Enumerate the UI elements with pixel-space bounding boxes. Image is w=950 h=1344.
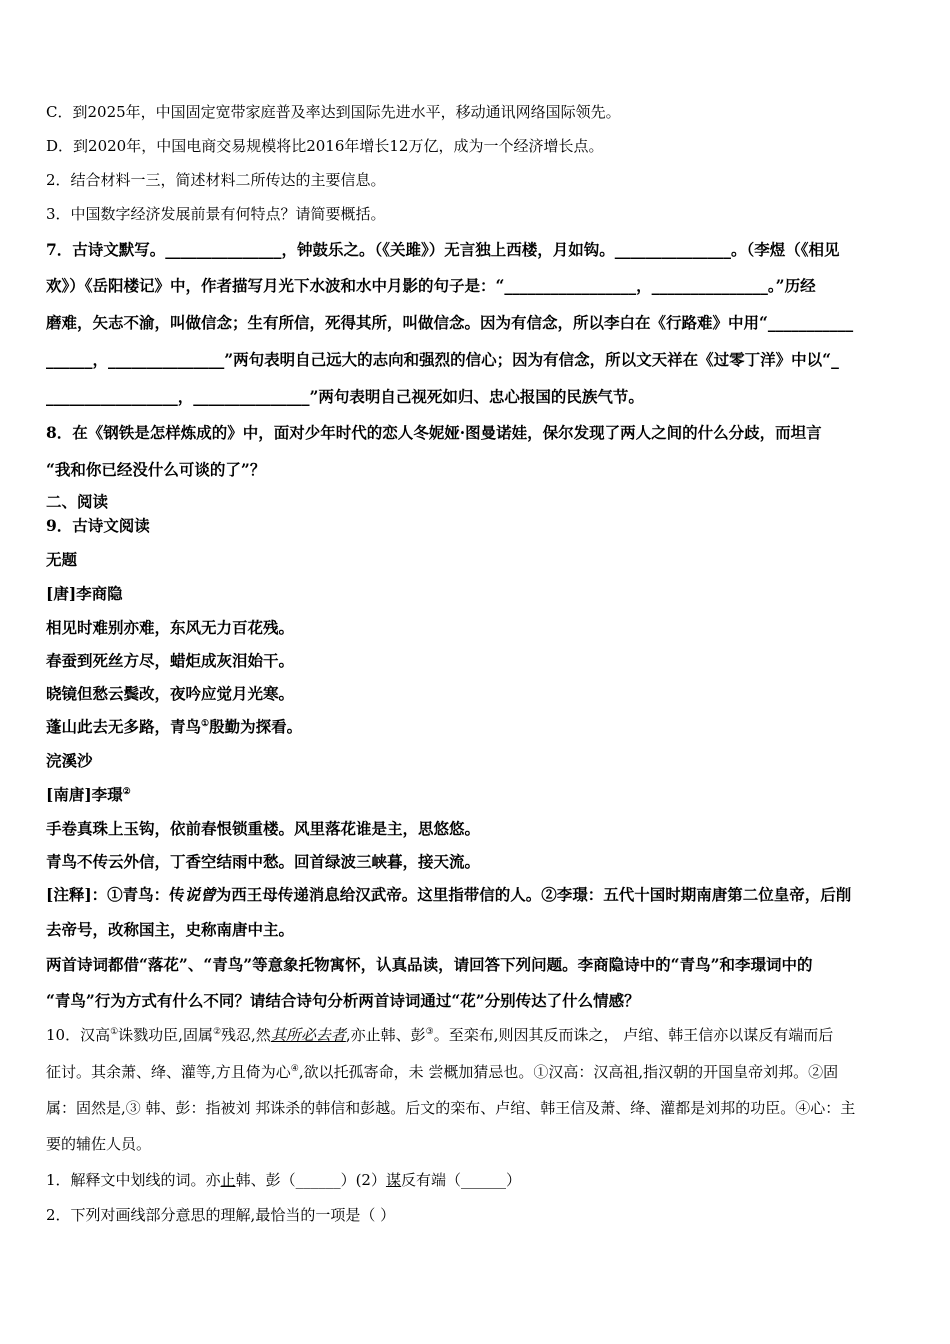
poem-2-line: 青鸟不传云外信，丁香空结雨中愁。回首绿波三峡暮，接天流。 <box>46 852 481 871</box>
question-9-prompt: “青鸟”行为方式有什么不同？请结合诗句分析两首诗词通过“花”分别传达了什么情感？ <box>46 991 640 1010</box>
underlined-phrase: 其所必去者 <box>270 1026 346 1044</box>
footnote-marker: ③ <box>425 1027 434 1037</box>
poem-1-line-text: 蓬山此去无多路，青鸟 <box>46 717 202 736</box>
footnote-marker: ① <box>201 718 210 729</box>
poem-1-line: 相见时难别亦难，东风无力百花残。 <box>46 618 295 637</box>
footnote-marker: ② <box>122 786 131 797</box>
poem-1-line: 晓镜但愁云鬓改，夜吟应觉月光寒。 <box>46 684 295 703</box>
poem-1-line: 春蚕到死丝方尽，蜡炬成灰泪始干。 <box>46 651 295 670</box>
footnote-marker: ④ <box>290 1064 299 1074</box>
question-8-line: “我和你已经没什么可谈的了”？ <box>46 460 266 479</box>
q10-text: 残忍,然 <box>221 1026 271 1044</box>
question-9-prompt: 两首诗词都借“落花”、“青鸟”等意象托物寓怀，认真品读，请回答下列问题。李商隐诗中的“青鸟”和李璟词中的 <box>46 955 813 974</box>
q10-text: 。至栾布,则因其反而诛之， 卢绾、韩王信亦以谋反有端而后 <box>433 1026 834 1044</box>
option-c: C．到2025年，中国固定宽带家庭普及率达到国际先进水平，移动通讯网络国际领先。 <box>46 103 621 121</box>
poem-2-line: 手卷真珠上玉钩，依前春恨锁重楼。风里落花谁是主，思悠悠。 <box>46 819 481 838</box>
footnote-marker: ① <box>110 1027 119 1037</box>
question-8-line: 8．在《钢铁是怎样炼成的》中，面对少年时代的恋人冬妮娅·图曼诺娃，保尔发现了两人之间的什么分歧，而坦言 <box>46 423 822 442</box>
underlined-word: 谋 <box>385 1171 401 1189</box>
annotation-text: [注释]：①青鸟：传 <box>46 885 185 904</box>
q10-text: 诛戮功臣,固属 <box>118 1026 213 1044</box>
question-7-line: ______，_______________”两句表明自己远大的志向和强烈的信心；因为有信念，所以文天祥在《过零丁洋》中以“_ <box>46 350 839 369</box>
question-7-line: 磨难，矢志不渝，叫做信念；生有所信，死得其所，叫做信念。因为有信念，所以李白在《行路难》中用“___________ <box>46 313 854 332</box>
poem-1-line-text: 殷勤为探看。 <box>209 717 303 736</box>
underlined-word: 止 <box>220 1171 236 1189</box>
poem-2-title: 浣溪沙 <box>46 751 93 770</box>
annotation-italic: 说曾 <box>184 885 216 904</box>
footnote-marker: ② <box>212 1027 222 1037</box>
q10-text: 10．汉高 <box>46 1026 111 1044</box>
question-3: 3．中国数字经济发展前景有何特点？请简要概括。 <box>46 205 386 223</box>
q10-text: ,欲以托孤寄命，未 尝概加猜忌也。①汉高：汉高祖,指汉朝的开国皇帝刘邦。②固 <box>298 1063 839 1081</box>
section-heading: 二、阅读 <box>46 492 109 511</box>
sub-question-text: 韩、彭（______）(2） <box>235 1171 386 1189</box>
question-10-line <box>46 1062 908 1082</box>
question-10-line: 要的辅佐人员。 <box>46 1135 152 1153</box>
sub-question-1 <box>46 1170 908 1190</box>
poem-1-title: 无题 <box>46 550 78 569</box>
annotation-text: 为西王母传递消息给汉武帝。这里指带信的人。②李璟：五代十国时期南唐第二位皇帝，后削 <box>215 885 852 904</box>
option-d: D．到2020年，中国电商交易规模将比2016年增长12万亿，成为一个经济增长点。 <box>46 137 604 155</box>
sub-question-2: 2．下列对画线部分意思的理解,最恰当的一项是（ ） <box>46 1206 396 1224</box>
poem-2-author-text: [南唐]李璟 <box>46 785 123 804</box>
question-10-line <box>46 1025 908 1045</box>
q10-text: ,亦止韩、彭 <box>345 1026 426 1044</box>
poem-1-line <box>46 717 908 737</box>
q10-text: 征讨。其余萧、绛、灌等,方且倚为心 <box>46 1063 291 1081</box>
question-2: 2．结合材料一三，简述材料二所传达的主要信息。 <box>46 171 386 189</box>
poem-1-author: [唐]李商隐 <box>46 584 123 603</box>
question-7-line: 欢》）《岳阳楼记》中，作者描写月光下水波和水中月影的句子是：“_________________，_______________。”历经 <box>46 276 816 295</box>
sub-question-text: 反有端（______） <box>400 1171 521 1189</box>
question-7-line: 7．古诗文默写。_______________，钟鼓乐之。（《关雎》）无言独上西楼，月如钩。_______________。（李煜（《相见 <box>46 240 840 259</box>
question-7-line: _________________，_______________”两句表明自己视死如归、忠心报国的民族气节。 <box>46 387 644 406</box>
annotation-line <box>46 885 908 905</box>
question-10-line: 属：固然是,③ 韩、彭：指被刘 邦诛杀的韩信和彭越。后文的栾布、卢绾、韩王信及萧、绛、灌都是刘邦的功臣。④心：主 <box>46 1099 856 1117</box>
question-9: 9．古诗文阅读 <box>46 516 150 535</box>
poem-2-author <box>46 785 908 805</box>
sub-question-text: 1．解释文中划线的词。亦 <box>46 1171 221 1189</box>
annotation-line: 去帝号，改称国主，史称南唐中主。 <box>46 920 295 939</box>
